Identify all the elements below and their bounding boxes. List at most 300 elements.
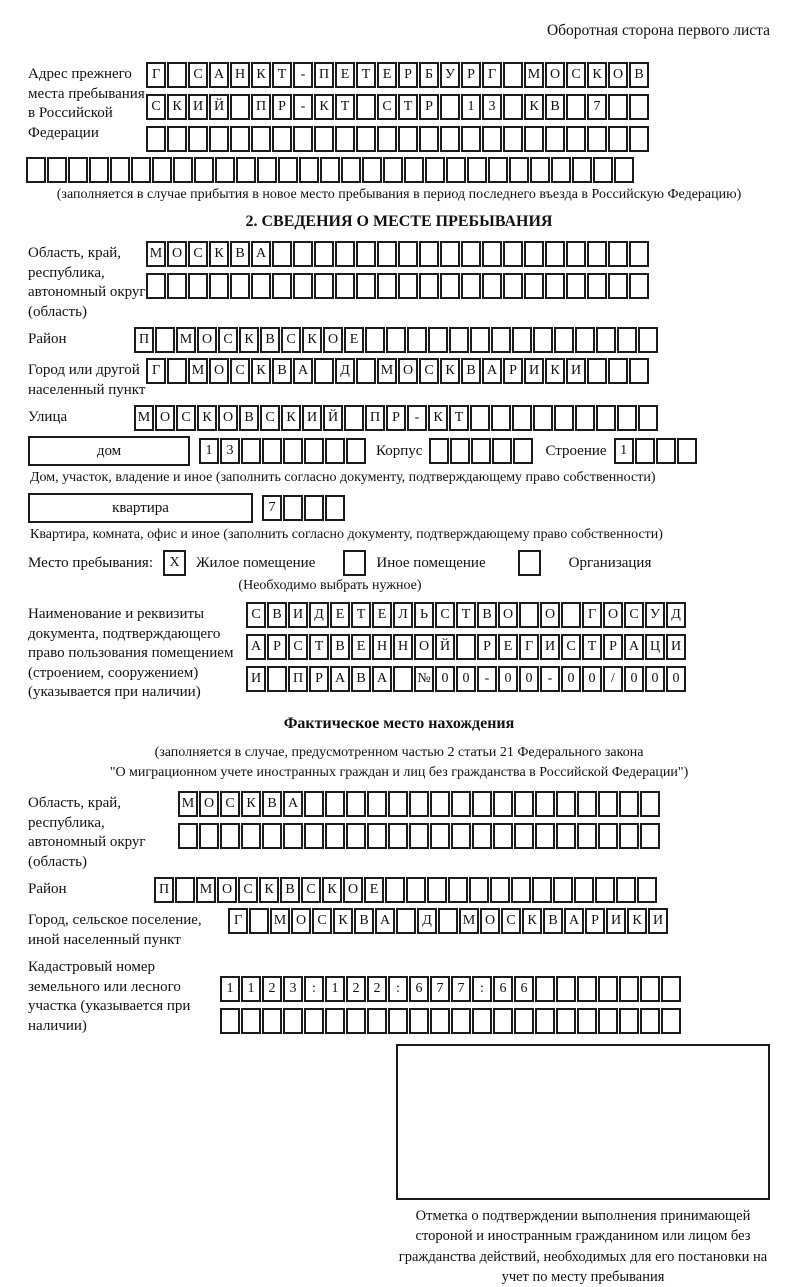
char-cell[interactable]: И: [648, 908, 668, 934]
char-cell[interactable]: [556, 791, 576, 817]
char-cell[interactable]: [524, 273, 544, 299]
char-cell[interactable]: К: [259, 877, 279, 903]
char-cell[interactable]: К: [241, 791, 261, 817]
char-cell[interactable]: [396, 908, 416, 934]
char-cell[interactable]: [178, 823, 198, 849]
char-cell[interactable]: [325, 495, 345, 521]
char-cell[interactable]: [450, 438, 470, 464]
char-cell[interactable]: [577, 823, 597, 849]
char-cell[interactable]: Н: [372, 634, 392, 660]
char-cell[interactable]: [304, 791, 324, 817]
char-cell[interactable]: [209, 126, 229, 152]
char-cell[interactable]: П: [251, 94, 271, 120]
char-cell[interactable]: [512, 327, 532, 353]
char-cell[interactable]: Р: [603, 634, 623, 660]
char-cell[interactable]: [346, 791, 366, 817]
char-cell[interactable]: О: [545, 62, 565, 88]
char-cell[interactable]: [451, 1008, 471, 1034]
char-cell[interactable]: [152, 157, 172, 183]
char-cell[interactable]: Р: [461, 62, 481, 88]
char-cell[interactable]: [68, 157, 88, 183]
char-cell[interactable]: [566, 273, 586, 299]
char-cell[interactable]: [533, 327, 553, 353]
char-cell[interactable]: [535, 1008, 555, 1034]
char-cell[interactable]: Г: [519, 634, 539, 660]
char-cell[interactable]: [596, 327, 616, 353]
char-cell[interactable]: В: [280, 877, 300, 903]
char-cell[interactable]: К: [239, 327, 259, 353]
char-cell[interactable]: С: [218, 327, 238, 353]
char-cell[interactable]: 0: [435, 666, 455, 692]
char-cell[interactable]: [267, 666, 287, 692]
char-cell[interactable]: [629, 94, 649, 120]
char-cell[interactable]: С: [624, 602, 644, 628]
char-cell[interactable]: [241, 823, 261, 849]
char-cell[interactable]: [503, 62, 523, 88]
char-cell[interactable]: О: [218, 405, 238, 431]
char-cell[interactable]: А: [251, 241, 271, 267]
char-cell[interactable]: [577, 1008, 597, 1034]
char-cell[interactable]: Й: [435, 634, 455, 660]
char-cell[interactable]: [482, 241, 502, 267]
char-cell[interactable]: [461, 126, 481, 152]
char-cell[interactable]: [616, 877, 636, 903]
char-cell[interactable]: П: [134, 327, 154, 353]
apartment-type-field[interactable]: квартира: [28, 493, 253, 523]
char-cell[interactable]: [419, 241, 439, 267]
char-cell[interactable]: Е: [372, 602, 392, 628]
char-cell[interactable]: [595, 877, 615, 903]
char-cell[interactable]: [346, 823, 366, 849]
char-cell[interactable]: 7: [587, 94, 607, 120]
char-cell[interactable]: [110, 157, 130, 183]
char-cell[interactable]: [356, 273, 376, 299]
char-cell[interactable]: [409, 823, 429, 849]
char-cell[interactable]: -: [540, 666, 560, 692]
char-cell[interactable]: [257, 157, 277, 183]
char-cell[interactable]: 1: [241, 976, 261, 1002]
char-cell[interactable]: 0: [582, 666, 602, 692]
char-cell[interactable]: О: [608, 62, 628, 88]
char-cell[interactable]: 6: [493, 976, 513, 1002]
char-cell[interactable]: С: [288, 634, 308, 660]
char-cell[interactable]: [335, 273, 355, 299]
char-cell[interactable]: Р: [309, 666, 329, 692]
char-cell[interactable]: [383, 157, 403, 183]
char-cell[interactable]: О: [155, 405, 175, 431]
char-cell[interactable]: С: [566, 62, 586, 88]
char-cell[interactable]: -: [407, 405, 427, 431]
char-cell[interactable]: [472, 791, 492, 817]
char-cell[interactable]: К: [322, 877, 342, 903]
char-cell[interactable]: [406, 877, 426, 903]
char-cell[interactable]: А: [624, 634, 644, 660]
char-cell[interactable]: [503, 126, 523, 152]
char-cell[interactable]: Й: [323, 405, 343, 431]
char-cell[interactable]: [598, 791, 618, 817]
char-cell[interactable]: К: [440, 358, 460, 384]
char-cell[interactable]: [241, 1008, 261, 1034]
char-cell[interactable]: О: [291, 908, 311, 934]
char-cell[interactable]: [575, 405, 595, 431]
char-cell[interactable]: Е: [498, 634, 518, 660]
char-cell[interactable]: 7: [262, 495, 282, 521]
char-cell[interactable]: [608, 358, 628, 384]
char-cell[interactable]: [493, 823, 513, 849]
char-cell[interactable]: О: [343, 877, 363, 903]
char-cell[interactable]: [619, 791, 639, 817]
char-cell[interactable]: [167, 273, 187, 299]
char-cell[interactable]: [335, 126, 355, 152]
char-cell[interactable]: П: [288, 666, 308, 692]
char-cell[interactable]: К: [627, 908, 647, 934]
char-cell[interactable]: [367, 823, 387, 849]
char-cell[interactable]: Р: [267, 634, 287, 660]
char-cell[interactable]: [407, 327, 427, 353]
char-cell[interactable]: [365, 327, 385, 353]
char-cell[interactable]: [304, 823, 324, 849]
char-cell[interactable]: 0: [456, 666, 476, 692]
char-cell[interactable]: [617, 327, 637, 353]
char-cell[interactable]: [283, 438, 303, 464]
char-cell[interactable]: [230, 94, 250, 120]
char-cell[interactable]: В: [354, 908, 374, 934]
char-cell[interactable]: К: [302, 327, 322, 353]
char-cell[interactable]: [451, 823, 471, 849]
char-cell[interactable]: М: [146, 241, 166, 267]
char-cell[interactable]: А: [246, 634, 266, 660]
char-cell[interactable]: В: [461, 358, 481, 384]
char-cell[interactable]: [491, 327, 511, 353]
char-cell[interactable]: 0: [498, 666, 518, 692]
char-cell[interactable]: [209, 273, 229, 299]
char-cell[interactable]: [398, 273, 418, 299]
char-cell[interactable]: А: [564, 908, 584, 934]
house-type-field[interactable]: дом: [28, 436, 190, 466]
char-cell[interactable]: [513, 438, 533, 464]
char-cell[interactable]: [448, 877, 468, 903]
char-cell[interactable]: -: [293, 94, 313, 120]
char-cell[interactable]: [471, 438, 491, 464]
char-cell[interactable]: [272, 126, 292, 152]
char-cell[interactable]: М: [196, 877, 216, 903]
char-cell[interactable]: [220, 1008, 240, 1034]
char-cell[interactable]: [493, 791, 513, 817]
char-cell[interactable]: М: [188, 358, 208, 384]
char-cell[interactable]: [388, 823, 408, 849]
char-cell[interactable]: И: [188, 94, 208, 120]
char-cell[interactable]: [587, 358, 607, 384]
char-cell[interactable]: К: [314, 94, 334, 120]
char-cell[interactable]: [533, 405, 553, 431]
char-cell[interactable]: [519, 602, 539, 628]
char-cell[interactable]: В: [267, 602, 287, 628]
char-cell[interactable]: [556, 1008, 576, 1034]
char-cell[interactable]: М: [459, 908, 479, 934]
char-cell[interactable]: 1: [614, 438, 634, 464]
char-cell[interactable]: [278, 157, 298, 183]
char-cell[interactable]: [293, 241, 313, 267]
char-cell[interactable]: [545, 273, 565, 299]
char-cell[interactable]: Р: [477, 634, 497, 660]
char-cell[interactable]: Д: [309, 602, 329, 628]
char-cell[interactable]: [635, 438, 655, 464]
char-cell[interactable]: А: [283, 791, 303, 817]
char-cell[interactable]: [89, 157, 109, 183]
char-cell[interactable]: [472, 1008, 492, 1034]
char-cell[interactable]: О: [540, 602, 560, 628]
char-cell[interactable]: Е: [330, 602, 350, 628]
char-cell[interactable]: [511, 877, 531, 903]
char-cell[interactable]: [385, 877, 405, 903]
char-cell[interactable]: О: [480, 908, 500, 934]
char-cell[interactable]: И: [566, 358, 586, 384]
char-cell[interactable]: [587, 241, 607, 267]
char-cell[interactable]: [425, 157, 445, 183]
char-cell[interactable]: О: [209, 358, 229, 384]
char-cell[interactable]: [320, 157, 340, 183]
char-cell[interactable]: Е: [364, 877, 384, 903]
char-cell[interactable]: [367, 791, 387, 817]
char-cell[interactable]: [377, 126, 397, 152]
char-cell[interactable]: [467, 157, 487, 183]
char-cell[interactable]: :: [472, 976, 492, 1002]
char-cell[interactable]: [356, 94, 376, 120]
char-cell[interactable]: [608, 273, 628, 299]
char-cell[interactable]: Д: [417, 908, 437, 934]
char-cell[interactable]: М: [270, 908, 290, 934]
char-cell[interactable]: С: [220, 791, 240, 817]
char-cell[interactable]: И: [540, 634, 560, 660]
char-cell[interactable]: [532, 877, 552, 903]
char-cell[interactable]: [325, 823, 345, 849]
char-cell[interactable]: [388, 1008, 408, 1034]
char-cell[interactable]: [461, 241, 481, 267]
char-cell[interactable]: И: [606, 908, 626, 934]
char-cell[interactable]: [619, 823, 639, 849]
char-cell[interactable]: 1: [199, 438, 219, 464]
char-cell[interactable]: [362, 157, 382, 183]
char-cell[interactable]: К: [333, 908, 353, 934]
char-cell[interactable]: С: [561, 634, 581, 660]
char-cell[interactable]: [530, 157, 550, 183]
char-cell[interactable]: [503, 241, 523, 267]
char-cell[interactable]: П: [314, 62, 334, 88]
char-cell[interactable]: П: [365, 405, 385, 431]
char-cell[interactable]: [488, 157, 508, 183]
char-cell[interactable]: [167, 358, 187, 384]
char-cell[interactable]: Н: [230, 62, 250, 88]
char-cell[interactable]: [677, 438, 697, 464]
char-cell[interactable]: 6: [409, 976, 429, 1002]
char-cell[interactable]: М: [134, 405, 154, 431]
char-cell[interactable]: [503, 273, 523, 299]
char-cell[interactable]: [617, 405, 637, 431]
char-cell[interactable]: Г: [482, 62, 502, 88]
char-cell[interactable]: [386, 327, 406, 353]
char-cell[interactable]: [598, 823, 618, 849]
char-cell[interactable]: [341, 157, 361, 183]
char-cell[interactable]: [566, 126, 586, 152]
char-cell[interactable]: [236, 157, 256, 183]
char-cell[interactable]: [608, 126, 628, 152]
char-cell[interactable]: В: [543, 908, 563, 934]
char-cell[interactable]: /: [603, 666, 623, 692]
char-cell[interactable]: [640, 791, 660, 817]
char-cell[interactable]: [262, 823, 282, 849]
char-cell[interactable]: А: [293, 358, 313, 384]
char-cell[interactable]: [346, 1008, 366, 1034]
char-cell[interactable]: -: [477, 666, 497, 692]
char-cell[interactable]: [293, 273, 313, 299]
char-cell[interactable]: [556, 976, 576, 1002]
char-cell[interactable]: [575, 327, 595, 353]
char-cell[interactable]: О: [199, 791, 219, 817]
char-cell[interactable]: [514, 1008, 534, 1034]
char-cell[interactable]: [194, 157, 214, 183]
char-cell[interactable]: [314, 358, 334, 384]
char-cell[interactable]: [230, 126, 250, 152]
char-cell[interactable]: [461, 273, 481, 299]
char-cell[interactable]: [299, 157, 319, 183]
char-cell[interactable]: [430, 791, 450, 817]
char-cell[interactable]: К: [545, 358, 565, 384]
char-cell[interactable]: [241, 438, 261, 464]
char-cell[interactable]: Т: [582, 634, 602, 660]
char-cell[interactable]: [566, 241, 586, 267]
char-cell[interactable]: [325, 791, 345, 817]
char-cell[interactable]: С: [188, 62, 208, 88]
char-cell[interactable]: [272, 273, 292, 299]
char-cell[interactable]: [356, 241, 376, 267]
char-cell[interactable]: [419, 273, 439, 299]
char-cell[interactable]: Р: [503, 358, 523, 384]
char-cell[interactable]: [344, 405, 364, 431]
char-cell[interactable]: [524, 241, 544, 267]
char-cell[interactable]: [230, 273, 250, 299]
char-cell[interactable]: Т: [456, 602, 476, 628]
char-cell[interactable]: [262, 438, 282, 464]
char-cell[interactable]: [545, 126, 565, 152]
char-cell[interactable]: 0: [666, 666, 686, 692]
char-cell[interactable]: [640, 1008, 660, 1034]
char-cell[interactable]: [440, 126, 460, 152]
char-cell[interactable]: С: [501, 908, 521, 934]
char-cell[interactable]: В: [330, 634, 350, 660]
char-cell[interactable]: 1: [325, 976, 345, 1002]
char-cell[interactable]: [556, 823, 576, 849]
char-cell[interactable]: [199, 823, 219, 849]
char-cell[interactable]: [430, 823, 450, 849]
char-cell[interactable]: С: [301, 877, 321, 903]
char-cell[interactable]: 2: [262, 976, 282, 1002]
char-cell[interactable]: С: [146, 94, 166, 120]
char-cell[interactable]: [215, 157, 235, 183]
char-cell[interactable]: [614, 157, 634, 183]
char-cell[interactable]: [640, 823, 660, 849]
char-cell[interactable]: [262, 1008, 282, 1034]
char-cell[interactable]: [470, 327, 490, 353]
char-cell[interactable]: О: [414, 634, 434, 660]
char-cell[interactable]: С: [246, 602, 266, 628]
char-cell[interactable]: [314, 273, 334, 299]
char-cell[interactable]: О: [398, 358, 418, 384]
char-cell[interactable]: В: [545, 94, 565, 120]
char-cell[interactable]: Т: [351, 602, 371, 628]
char-cell[interactable]: [524, 126, 544, 152]
char-cell[interactable]: В: [351, 666, 371, 692]
char-cell[interactable]: 6: [514, 976, 534, 1002]
char-cell[interactable]: Г: [228, 908, 248, 934]
char-cell[interactable]: [493, 1008, 513, 1034]
char-cell[interactable]: А: [482, 358, 502, 384]
char-cell[interactable]: С: [312, 908, 332, 934]
char-cell[interactable]: К: [281, 405, 301, 431]
char-cell[interactable]: [388, 791, 408, 817]
char-cell[interactable]: [535, 823, 555, 849]
char-cell[interactable]: [440, 241, 460, 267]
char-cell[interactable]: Т: [449, 405, 469, 431]
char-cell[interactable]: [398, 126, 418, 152]
char-cell[interactable]: К: [522, 908, 542, 934]
char-cell[interactable]: [593, 157, 613, 183]
char-cell[interactable]: К: [587, 62, 607, 88]
char-cell[interactable]: [251, 273, 271, 299]
char-cell[interactable]: 7: [430, 976, 450, 1002]
char-cell[interactable]: Е: [344, 327, 364, 353]
char-cell[interactable]: К: [251, 62, 271, 88]
char-cell[interactable]: [446, 157, 466, 183]
char-cell[interactable]: [629, 126, 649, 152]
char-cell[interactable]: П: [154, 877, 174, 903]
char-cell[interactable]: [325, 1008, 345, 1034]
char-cell[interactable]: [283, 823, 303, 849]
char-cell[interactable]: И: [666, 634, 686, 660]
char-cell[interactable]: [304, 438, 324, 464]
char-cell[interactable]: [608, 241, 628, 267]
char-cell[interactable]: [469, 877, 489, 903]
char-cell[interactable]: В: [477, 602, 497, 628]
char-cell[interactable]: С: [281, 327, 301, 353]
char-cell[interactable]: Е: [351, 634, 371, 660]
char-cell[interactable]: [587, 273, 607, 299]
char-cell[interactable]: А: [372, 666, 392, 692]
char-cell[interactable]: [356, 126, 376, 152]
char-cell[interactable]: [577, 791, 597, 817]
char-cell[interactable]: [503, 94, 523, 120]
char-cell[interactable]: [551, 157, 571, 183]
char-cell[interactable]: [661, 976, 681, 1002]
char-cell[interactable]: 0: [561, 666, 581, 692]
char-cell[interactable]: [393, 666, 413, 692]
char-cell[interactable]: [26, 157, 46, 183]
char-cell[interactable]: 0: [645, 666, 665, 692]
char-cell[interactable]: №: [414, 666, 434, 692]
char-cell[interactable]: Г: [146, 62, 166, 88]
char-cell[interactable]: [440, 94, 460, 120]
char-cell[interactable]: [293, 126, 313, 152]
char-cell[interactable]: Ь: [414, 602, 434, 628]
char-cell[interactable]: [470, 405, 490, 431]
char-cell[interactable]: [545, 241, 565, 267]
char-cell[interactable]: 0: [624, 666, 644, 692]
char-cell[interactable]: [146, 126, 166, 152]
char-cell[interactable]: Т: [309, 634, 329, 660]
char-cell[interactable]: [456, 634, 476, 660]
char-cell[interactable]: У: [645, 602, 665, 628]
char-cell[interactable]: [272, 241, 292, 267]
char-cell[interactable]: Д: [335, 358, 355, 384]
